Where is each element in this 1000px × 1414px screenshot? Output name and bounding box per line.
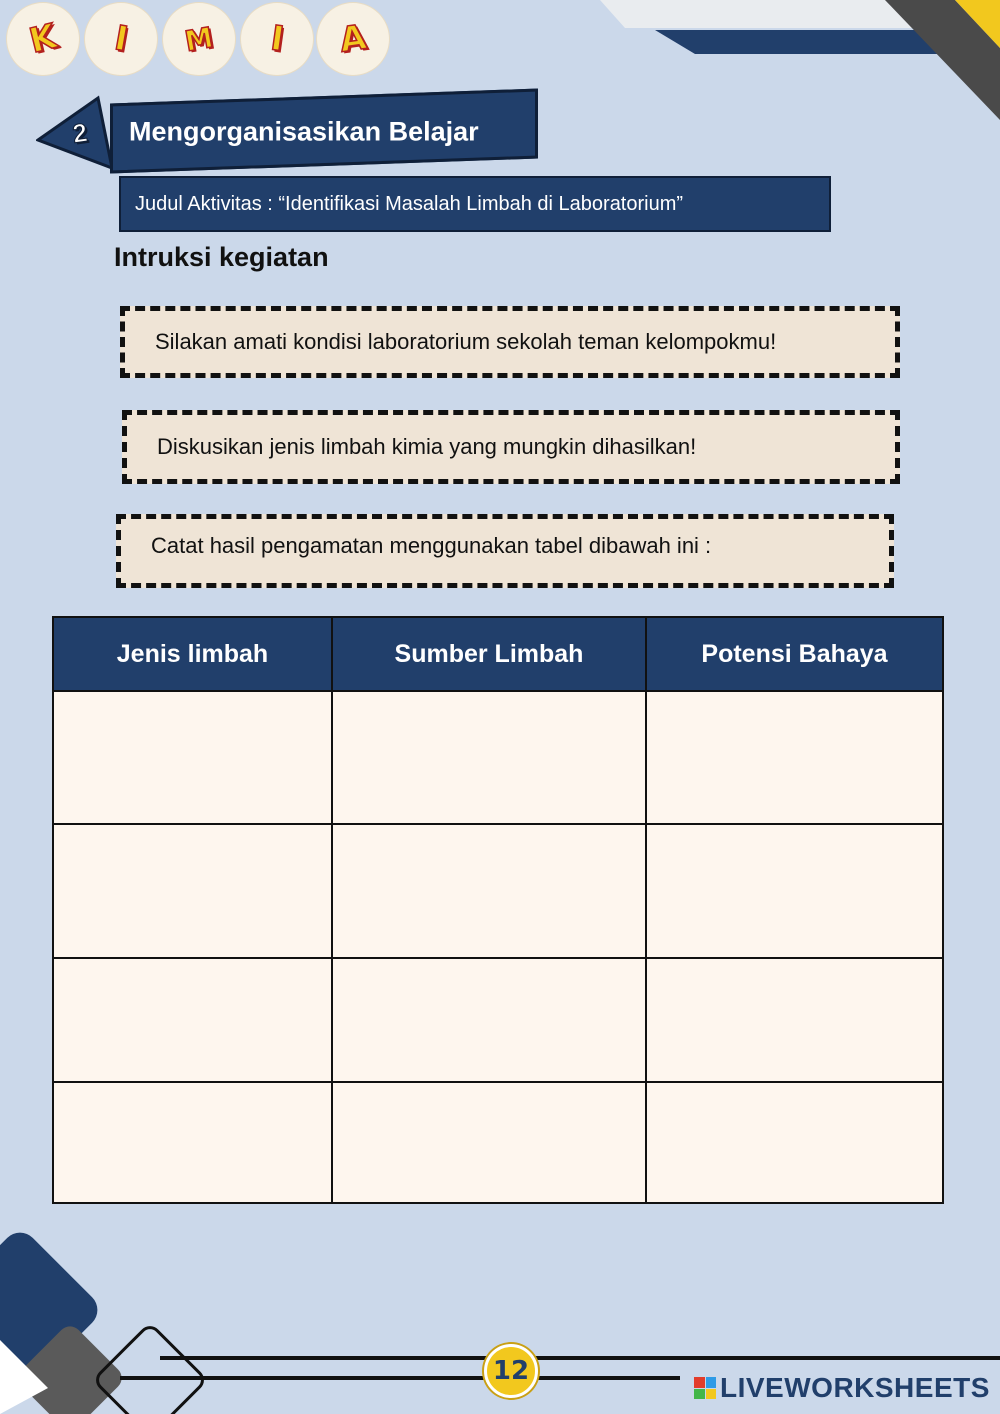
column-header-jenis-limbah: Jenis limbah (53, 617, 332, 691)
instruction-box-3 (116, 514, 894, 588)
table-row (53, 1082, 943, 1203)
badge-letter-k: K (10, 6, 76, 72)
table-cell-input[interactable] (646, 958, 943, 1082)
table-cell-input[interactable] (332, 691, 646, 824)
badge-letter-m: M (166, 6, 232, 72)
instruction-text-3: Catat hasil pengamatan menggunakan tabel dibawah ini : (151, 533, 712, 558)
table-cell-input[interactable] (332, 1082, 646, 1203)
column-header-potensi-bahaya: Potensi Bahaya (646, 617, 943, 691)
section-title: Mengorganisasikan Belajar (129, 116, 479, 147)
table-cell-input[interactable] (646, 691, 943, 824)
instruction-box-2 (122, 410, 900, 484)
table-cell-input[interactable] (53, 958, 332, 1082)
instruction-text-2: Diskusikan jenis limbah kimia yang mungkin dihasilkan! (157, 434, 697, 459)
table-row (53, 958, 943, 1082)
footer-line-top (160, 1356, 1000, 1360)
table-row (53, 824, 943, 958)
liveworksheets-brand: LIVEWORKSHEETS (720, 1372, 990, 1403)
table-cell-input[interactable] (53, 824, 332, 958)
badge-letter-a: A (320, 6, 386, 72)
instruction-box-1 (120, 306, 900, 378)
section-number: 2 (70, 117, 90, 149)
badge-letter-i: I (244, 6, 310, 72)
table-cell-input[interactable] (53, 1082, 332, 1203)
liveworksheets-logo (694, 1372, 990, 1404)
column-header-sumber-limbah: Sumber Limbah (332, 617, 646, 691)
observation-table (52, 616, 944, 1204)
top-right-decoration (600, 0, 1000, 120)
liveworksheets-icon (694, 1377, 716, 1399)
table-cell-input[interactable] (646, 824, 943, 958)
badge-letter-i: I (88, 6, 154, 72)
table-row (53, 691, 943, 824)
table-cell-input[interactable] (332, 958, 646, 1082)
instructions-heading: Intruksi kegiatan (114, 242, 329, 272)
table-cell-input[interactable] (53, 691, 332, 824)
instruction-text-1: Silakan amati kondisi laboratorium sekolah teman kelompokmu! (155, 329, 777, 354)
bottom-left-decoration (0, 1220, 230, 1414)
section-header (110, 89, 538, 174)
table-cell-input[interactable] (332, 824, 646, 958)
footer-line-bottom (120, 1376, 680, 1380)
activity-title-box (119, 176, 831, 232)
table-header-row (53, 617, 943, 691)
page-number: 12 (484, 1344, 538, 1398)
activity-title: Judul Aktivitas : “Identifikasi Masalah Limbah di Laboratorium” (135, 192, 684, 215)
table-cell-input[interactable] (646, 1082, 943, 1203)
